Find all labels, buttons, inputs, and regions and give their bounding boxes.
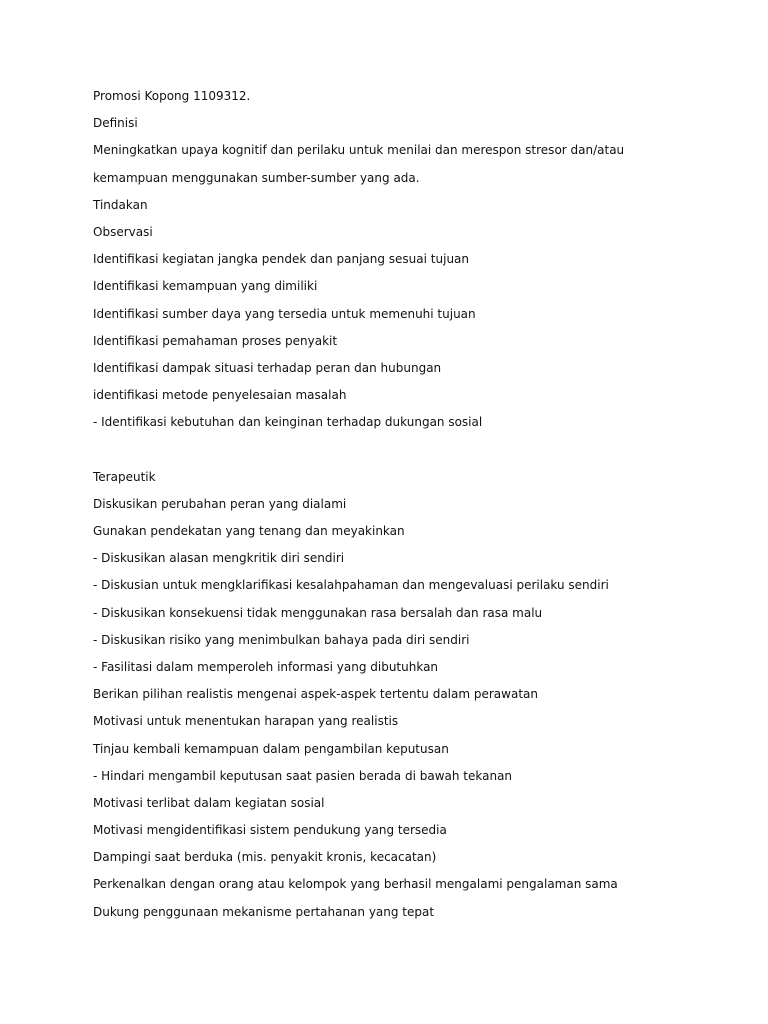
terapeutik-item: Tinjau kembali kemampuan dalam pengambilan keputusan bbox=[93, 741, 449, 756]
observasi-item: Identifikasi dampak situasi terhadap peran dan hubungan bbox=[93, 360, 442, 375]
section-heading-definisi: Definisi bbox=[93, 116, 138, 131]
observasi-item: Identifikasi kemampuan yang dimiliki bbox=[93, 279, 318, 294]
terapeutik-item: - Diskusikan konsekuensi tidak menggunakan rasa bersalah dan rasa malu bbox=[93, 605, 543, 620]
observasi-item: Identifikasi pemahaman proses penyakit bbox=[93, 333, 338, 348]
observasi-item: Identifikasi sumber daya yang tersedia untuk memenuhi tujuan bbox=[93, 306, 476, 321]
subsection-heading-observasi: Observasi bbox=[93, 224, 153, 239]
section-heading-tindakan: Tindakan bbox=[93, 197, 148, 212]
terapeutik-item: - Diskusian untuk mengklarifikasi kesalahpahaman dan mengevaluasi perilaku sendiri bbox=[93, 578, 609, 593]
terapeutik-item: Motivasi untuk menentukan harapan yang realistis bbox=[93, 714, 399, 729]
document-body bbox=[93, 86, 733, 929]
observasi-item: - Identifikasi kebutuhan dan keinginan terhadap dukungan sosial bbox=[93, 415, 483, 430]
terapeutik-item: Dampingi saat berduka (mis. penyakit kronis, kecacatan) bbox=[93, 850, 437, 865]
terapeutik-item: Motivasi mengidentifikasi sistem pendukung yang tersedia bbox=[93, 823, 447, 838]
terapeutik-item: Gunakan pendekatan yang tenang dan meyakinkan bbox=[93, 524, 405, 538]
definition-text-line-2: kemampuan menggunakan sumber-sumber yang ada. bbox=[93, 170, 420, 185]
terapeutik-item: - Diskusikan alasan mengkritik diri sendiri bbox=[93, 551, 345, 566]
definition-text-line-1: Meningkatkan upaya kognitif dan perilaku untuk menilai dan merespon stresor dan/atau bbox=[93, 143, 625, 158]
terapeutik-item: - Diskusikan risiko yang menimbulkan bahaya pada diri sendiri bbox=[93, 632, 470, 647]
observasi-item: Identifikasi kegiatan jangka pendek dan panjang sesuai tujuan bbox=[93, 252, 470, 267]
terapeutik-item: Dukung penggunaan mekanisme pertahanan yang tepat bbox=[93, 904, 435, 919]
terapeutik-item: Perkenalkan dengan orang atau kelompok yang berhasil mengalami pengalaman sama bbox=[93, 877, 618, 892]
subsection-heading-terapeutik: Terapeutik bbox=[93, 469, 156, 484]
document-title: Promosi Kopong 1109312. bbox=[93, 89, 251, 103]
terapeutik-item: Motivasi terlibat dalam kegiatan sosial bbox=[93, 795, 325, 810]
terapeutik-item: Diskusikan perubahan peran yang dialami bbox=[93, 496, 347, 511]
blank-line bbox=[93, 439, 733, 466]
terapeutik-item: - Fasilitasi dalam memperoleh informasi yang dibutuhkan bbox=[93, 659, 439, 674]
terapeutik-item: Berikan pilihan realistis mengenai aspek-aspek tertentu dalam perawatan bbox=[93, 687, 538, 702]
observasi-item: identifikasi metode penyelesaian masalah bbox=[93, 388, 347, 403]
terapeutik-item: - Hindari mengambil keputusan saat pasien berada di bawah tekanan bbox=[93, 768, 513, 783]
